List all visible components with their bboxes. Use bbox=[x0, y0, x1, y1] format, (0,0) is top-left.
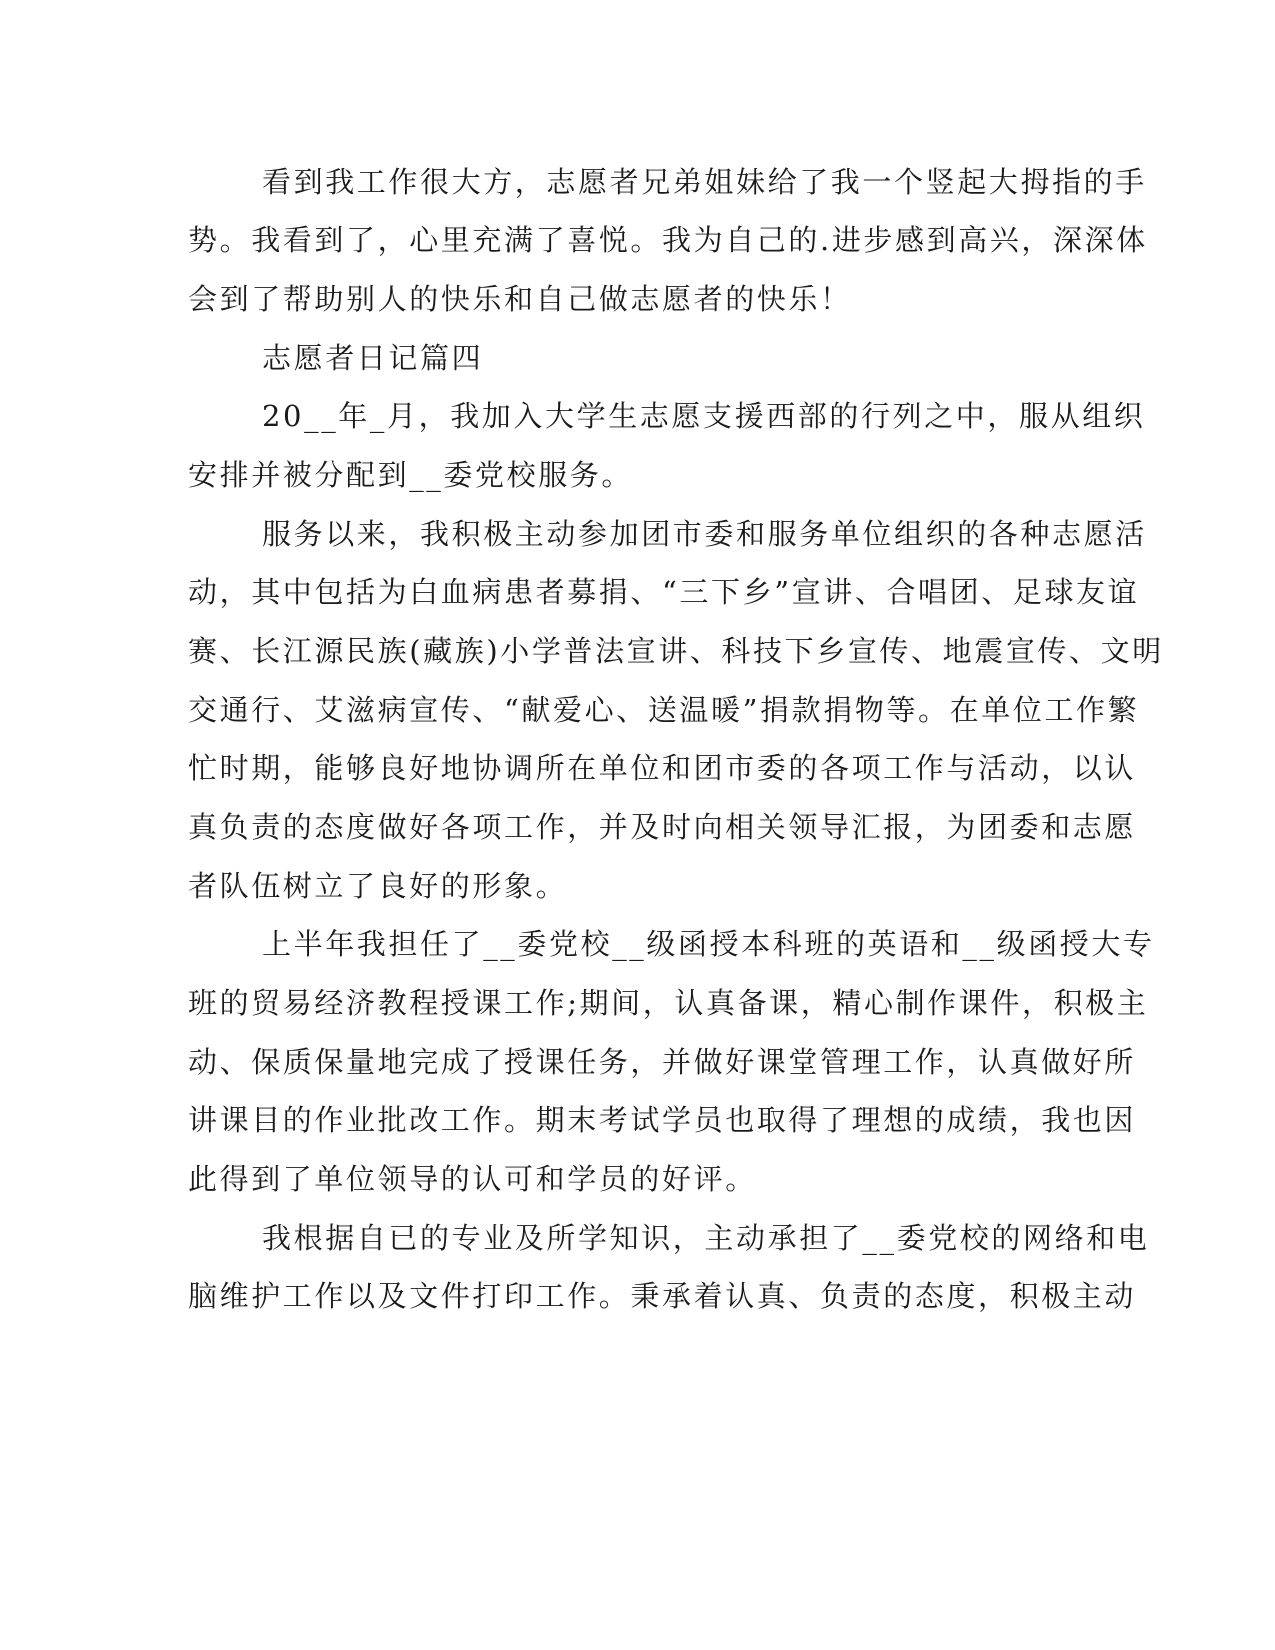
paragraph-4-line-3: 动、保质保量地完成了授课任务，并做好课堂管理工作，认真做好所 bbox=[188, 1045, 1137, 1079]
paragraph-3-line-7: 者队伍树立了良好的形象。 bbox=[188, 869, 568, 903]
paragraph-3-line-2: 动，其中包括为白血病患者募捐、“三下乡”宣讲、合唱团、足球友谊 bbox=[188, 575, 1140, 609]
paragraph-4-line-1: 上半年我担任了__委党校__级函授本科班的英语和__级函授大专 bbox=[262, 927, 1155, 961]
paragraph-3-line-5: 忙时期，能够良好地协调所在单位和团市委的各项工作与活动，以认 bbox=[188, 751, 1137, 785]
paragraph-1-line-3: 会到了帮助别人的快乐和自己做志愿者的快乐！ bbox=[188, 282, 852, 316]
paragraph-2-line-2: 安排并被分配到__委党校服务。 bbox=[188, 458, 634, 492]
paragraph-3-line-1: 服务以来，我积极主动参加团市委和服务单位组织的各种志愿活 bbox=[262, 517, 1147, 551]
paragraph-1-line-1: 看到我工作很大方，志愿者兄弟姐妹给了我一个竖起大拇指的手 bbox=[262, 165, 1147, 199]
paragraph-4-line-4: 讲课目的作业批改工作。期末考试学员也取得了理想的成绩，我也因 bbox=[188, 1103, 1137, 1137]
paragraph-5-line-1: 我根据自已的专业及所学知识，主动承担了__委党校的网络和电 bbox=[262, 1221, 1150, 1255]
paragraph-5-line-2: 脑维护工作以及文件打印工作。秉承着认真、负责的态度，积极主动 bbox=[188, 1279, 1137, 1313]
section-heading: 志愿者日记篇四 bbox=[262, 341, 484, 375]
paragraph-3-line-3: 赛、长江源民族(藏族)小学普法宣讲、科技下乡宣传、地震宣传、文明 bbox=[188, 634, 1164, 668]
paragraph-3-line-6: 真负责的态度做好各项工作，并及时向相关领导汇报，为团委和志愿 bbox=[188, 810, 1137, 844]
paragraph-2-line-1: 20__年_月，我加入大学生志愿支援西部的行列之中，服从组织 bbox=[262, 399, 1146, 433]
paragraph-3-line-4: 交通行、艾滋病宣传、“献爱心、送温暖”捐款捐物等。在单位工作繁 bbox=[188, 693, 1140, 727]
paragraph-1-line-2: 势。我看到了，心里充满了喜悦。我为自己的.进步感到高兴，深深体 bbox=[188, 223, 1148, 257]
paragraph-4-line-5: 此得到了单位领导的认可和学员的好评。 bbox=[188, 1162, 757, 1196]
paragraph-4-line-2: 班的贸易经济教程授课工作;期间，认真备课，精心制作课件，积极主 bbox=[188, 986, 1149, 1020]
